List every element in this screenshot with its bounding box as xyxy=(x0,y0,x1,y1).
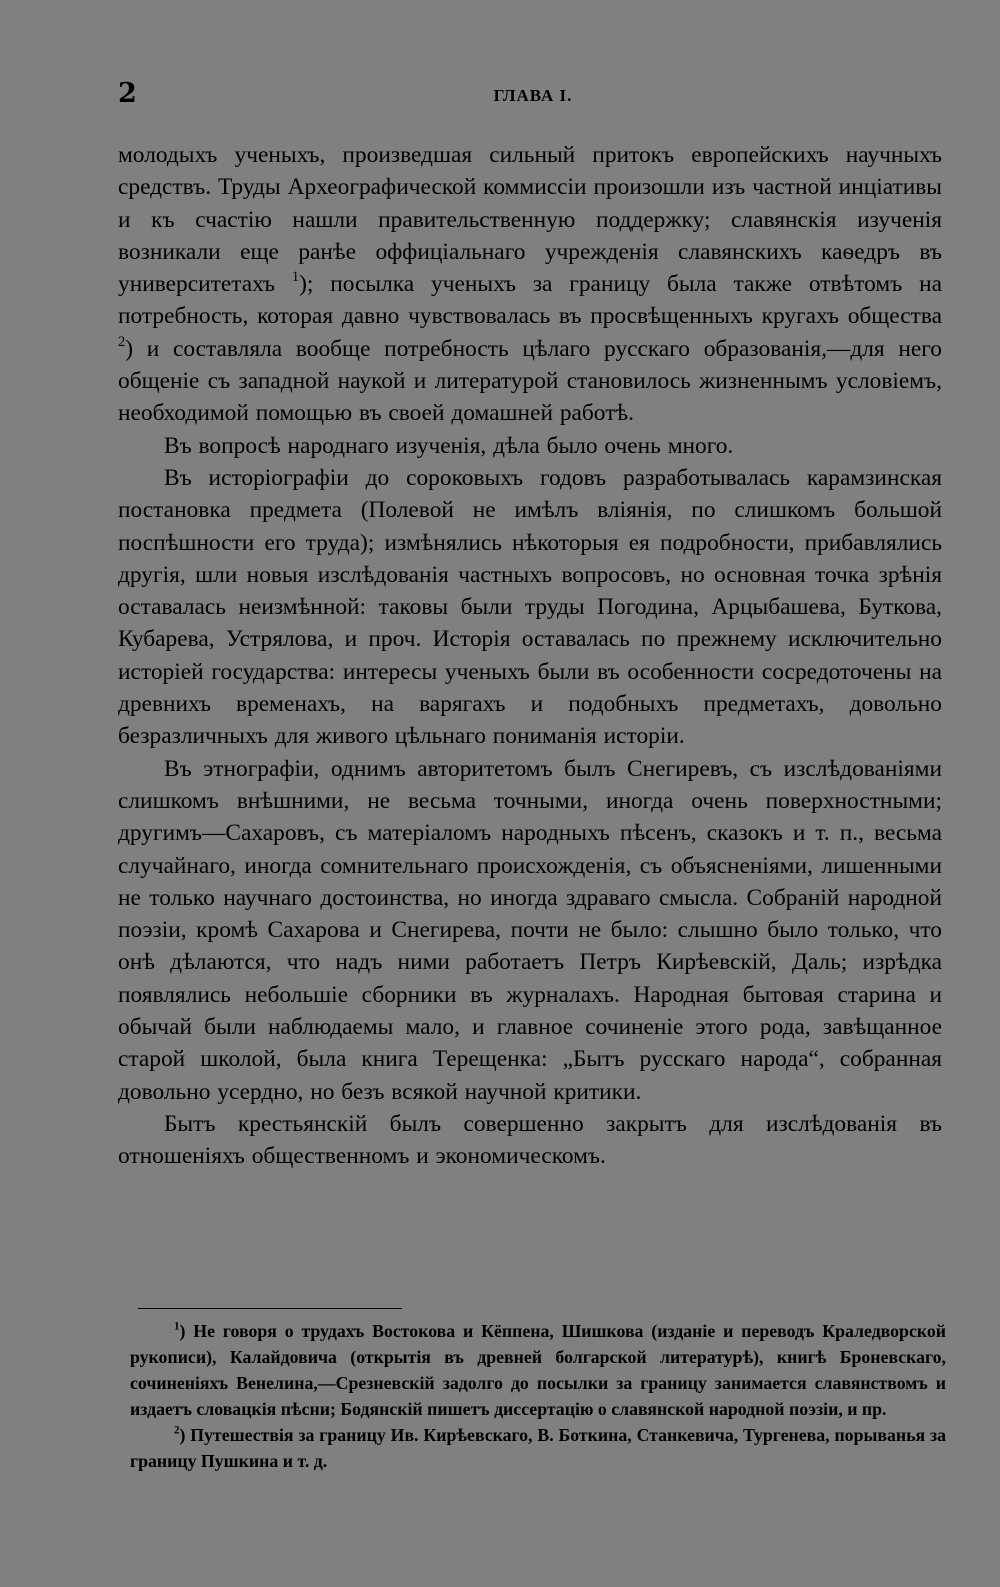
footnote-mark: 1 xyxy=(174,1320,180,1333)
footnote-mark: 2 xyxy=(174,1424,180,1437)
footnote-reference: 2 xyxy=(118,333,126,350)
paragraph: Въ исторіографіи до сороковыхъ годовъ разработывалась карамзинская постановка предмета (Полевой не имѣлъ вліянія, по слишкомъ большой поспѣшности его труда); измѣнялись нѣкоторыя ея подробности, прибавлялись другія, шли новыя изслѣдованія частныхъ вопросовъ, но основная точка зрѣнія оставалась неизмѣнной: таковы были труды Погодина, Арцыбашева, Буткова, Кубарева, Устрялова, и проч. Исторія оставалась по прежнему исключительно исторіей государства: интересы ученыхъ были въ особенности сосредоточены на древнихъ временахъ, на варягахъ и подобныхъ предметахъ, довольно безразличныхъ для живого цѣльнаго пониманія исторіи. xyxy=(118,464,942,750)
footnote-text: ) Путешествія за границу Ив. Кирѣевскаго, В. Боткина, Станкевича, Тургенева, порыванья за границу Пушкина и т. д. xyxy=(130,1425,946,1471)
paragraph: Бытъ крестьянскій былъ совершенно закрытъ для изслѣдованія въ отношеніяхъ общественномъ и экономическомъ. xyxy=(118,1110,942,1170)
footnotes xyxy=(130,1318,946,1474)
paragraph-text: молодыхъ ученыхъ, произведшая сильный притокъ европейскихъ научныхъ средствъ. Труды Археографической коммиссіи произошли изъ частной инціативы и къ счастію нашли правительственную поддержку; славянскія изученія возникали еще ранѣе оффиціальнаго учрежденія славянскихъ каѳедръ въ университетахъ xyxy=(118,142,942,298)
body-text xyxy=(118,139,942,1173)
paragraph-text: ); посылка ученыхъ за границу была также отвѣтомъ на потребность, которая давно чувствовалась въ просвѣщенныхъ кругахъ общества xyxy=(118,271,942,330)
paragraph: Въ вопросѣ народнаго изученія, дѣла было очень много. xyxy=(164,432,734,459)
chapter-title: ГЛАВА I. xyxy=(493,86,573,105)
footnote-reference: 1 xyxy=(291,269,300,286)
paragraph xyxy=(118,139,942,430)
paragraph-text: ) и составляла вообще потребность цѣлаго русскаго образованія,—для него общеніе съ западной наукой и литературой становилось жизненнымъ условіемъ, необходимой помощью въ своей домашней работѣ. xyxy=(118,335,942,427)
running-head xyxy=(118,78,948,112)
footnote-text: ) Не говоря о трудахъ Востокова и Кёппена, Шишкова (изданіе и переводъ Краледворской рукописи), Калайдовича (открытія въ древней болгарской литературѣ), книгѣ Броневскаго, сочиненіяхъ Венелина,—Срезневскій задолго до посылки за границу занимается славянствомъ и издаетъ словацкія пѣсни; Бодянскій пишетъ диссертацію о славянской народной поэзіи, и пр. xyxy=(130,1321,946,1419)
page-number: 2 xyxy=(118,78,137,109)
footnote xyxy=(130,1422,946,1474)
footnote-divider xyxy=(138,1308,402,1309)
footnote xyxy=(130,1318,946,1422)
paragraph: Въ этнографіи, однимъ авторитетомъ былъ Снегиревъ, съ изслѣдованіями слишкомъ внѣшними, не весьма точными, иногда очень поверхностными; другимъ—Сахаровъ, съ матеріаломъ народныхъ пѣсенъ, сказокъ и т. п., весьма случайнаго, иногда сомнительнаго происхожденія, съ объясненіями, лишенными не только научнаго достоинства, но иногда здраваго смысла. Собраній народной поэзіи, кромѣ Сахарова и Снегирева, почти не было: слышно было только, что онѣ дѣлаются, что надъ ними работаетъ Петръ Кирѣевскій, Даль; изрѣдка появлялись небольшіе сборники въ журналахъ. Народная бытовая старина и обычай были наблюдаемы мало, и главное сочиненіе этого рода, завѣщанное старой школой, была книга Терещенка: „Бытъ русскаго народа“, собранная довольно усердно, но безъ всякой научной критики. xyxy=(118,755,942,1105)
